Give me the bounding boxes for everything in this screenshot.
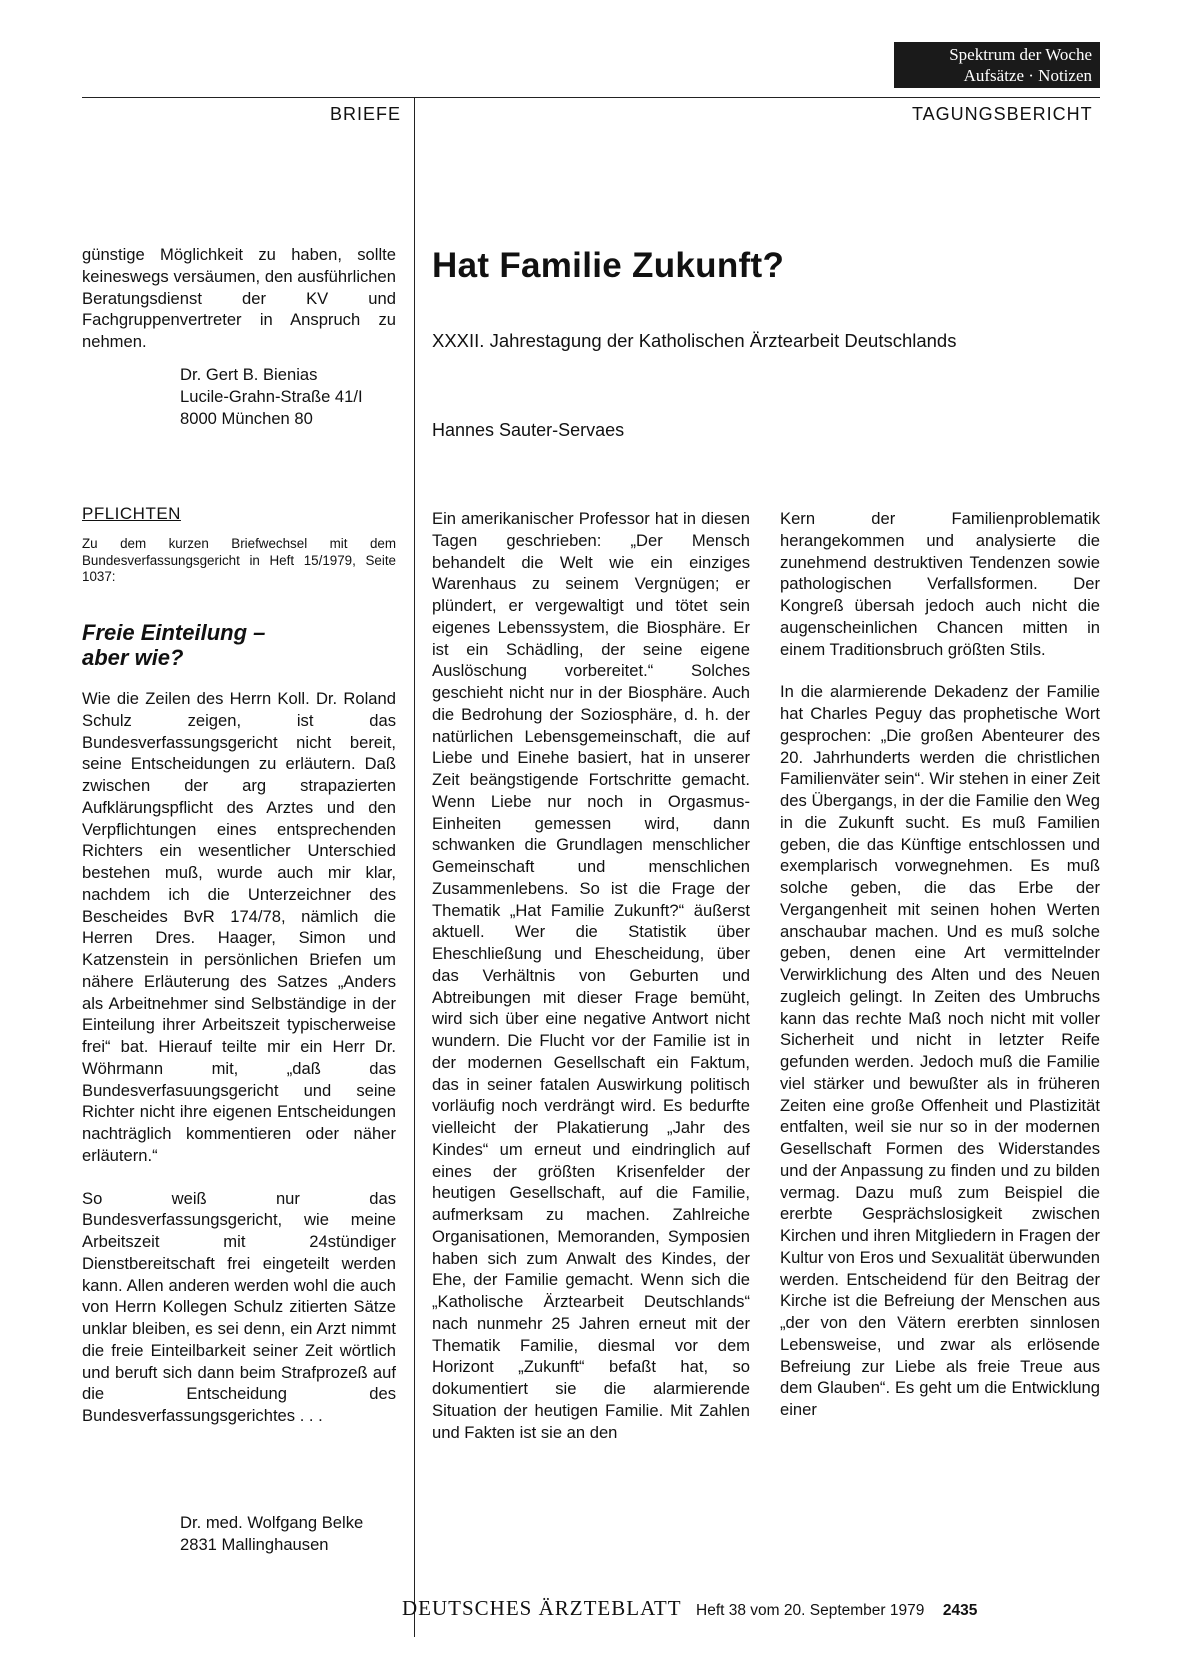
letter-1-text: günstige Möglichkeit zu haben, sollte keineswegs versäumen, den ausführlichen Beratungsdienst der KV und Fachgruppenvertreter in Anspruch zu nehmen.	[82, 245, 396, 351]
signature-line: 8000 München 80	[180, 408, 313, 428]
paragraph: Kern der Familienproblematik herangekommen und analysierte die zunehmend destruktiven Tendenzen sowie pathologischen Verfallsformen. Der Kongreß übersah jedoch auch nicht die augenscheinlichen Chancen mitten in einem Traditionsbruch größten Stils.	[780, 509, 1100, 659]
letter-1-signature	[180, 364, 400, 429]
header-line-2: Aufsätze · Notizen	[963, 66, 1092, 85]
pflichten-intro: Zu dem kurzen Briefwechsel mit dem Bundesverfassungsgericht in Heft 15/1979, Seite 1037:	[82, 536, 396, 584]
paragraph: Wie die Zeilen des Herrn Koll. Dr. Roland Schulz zeigen, ist das Bundesverfassungsgericht nicht bereit, seine Entscheidungen zu erläutern. Daß zwischen der arg strapazierten Aufklärungspflicht des Arztes und den Verpflichtungen eines entsprechenden Richters ein wesentlicher Unterschied bestehen muß, wurde auch mir klar, nachdem ich die Unterzeichner des Bescheides BvR 174/78, nämlich die Herren Dres. Haager, Simon und Katzenstein in persönlichen Briefen um nähere Erläuterung des Satzes „Anders als Arbeitnehmer sind Selbständige in der Einteilung ihrer Arbeitszeit typischerweise frei“ bat. Hierauf teilte mir ein Herr Dr. Wöhrmann mit, „daß das Bundesverfasuungsgericht und seine Richter nicht ihre eigenen Entscheidungen nachträglich kommentieren oder näher erläutern.“	[82, 689, 396, 1165]
signature-line: Dr. med. Wolfgang Belke	[180, 1513, 364, 1532]
column-divider	[414, 97, 415, 1637]
page-footer	[402, 1596, 1102, 1621]
article-title: Hat Familie Zukunft?	[432, 246, 785, 285]
article-subtitle: XXXII. Jahrestagung der Katholischen Ärztearbeit Deutschlands	[432, 330, 957, 351]
section-label-briefe: BRIEFE	[330, 104, 402, 124]
signature-line: Dr. Gert B. Bienias	[180, 365, 318, 384]
letter-title-line-2: aber wie?	[82, 645, 184, 670]
top-rule	[82, 97, 1100, 98]
paragraph: Ein amerikanischer Professor hat in diesen Tagen geschrieben: „Der Mensch behandelt die Welt wie ein einziges Warenhaus zu seinem Vergnügen; er plündert, er vergewaltigt und tötet sein eigenes Lebenssystem, die Biosphäre. Er ist ein Schädling, der seine eigene Auslöschung vorbereitet.“ Solches geschieht nicht nur in der Biosphäre. Auch die Bedrohung der Soziosphäre, d. h. der natürlichen Lebensgemeinschaft, die auf Liebe und Einehe basiert, hat in unserer Zeit beängstigende Fortschritte gemacht. Wenn Liebe nur noch in Orgasmus-Einheiten gemessen wird, dann schwanken die Grundlagen menschlicher Gemeinschaft und menschlichen Zusammenlebens. So ist die Frage der Thematik „Hat Familie Zukunft?“ äußerst aktuell. Wer die Statistik über Eheschließung und Ehescheidung, über das Verhältnis von Geburten und Abtreibungen mit dieser Frage bemüht, wird sich über eine negative Antwort nicht wundern. Die Flucht vor der Familie ist in der modernen Gesellschaft ein Faktum, das in seiner fatalen Auswirkung politisch vorläufig noch verdrängt wird. Es bedurfte vielleicht der Plakatierung „Jahr des Kindes“ um erneut und eindringlich auf eines der größten Krisenfelder der heutigen Gesellschaft, auf die Familie, aufmerksam zu machen. Zahlreiche Organisationen, Memoranden, Symposien haben sich zum Anwalt des Kindes, der Ehe, der Familie gemacht. Wenn sich die „Katholische Ärztearbeit Deutschlands“ nach nunmehr 25 Jahren erneut mit der Thematik Familie, diesmal vor dem Horizont „Zukunft“ befaßt hat, so dokumentiert sie die alarmierende Situation der heutigen Familie. Mit Zahlen und Fakten ist sie an den	[432, 509, 750, 1442]
section-label-tagungsbericht: TAGUNGSBERICHT	[912, 104, 1093, 124]
article-author: Hannes Sauter-Servaes	[432, 420, 625, 440]
paragraph: So weiß nur das Bundesverfassungsgericht, wie meine Arbeitszeit mit 24stündiger Dienstbereitschaft frei eingeteilt werden kann. Allen anderen werden wohl die auch von Herrn Kollegen Schulz zitierten Sätze unklar bleiben, es sei denn, ein Arzt nimmt die freie Einteilbarkeit seiner Zeit wörtlich und beruft sich dann beim Strafprozeß auf die Entscheidung des Bundesverfassungsgerichtes . . .	[82, 1188, 396, 1425]
header-line-1: Spektrum der Woche	[949, 45, 1092, 64]
letter-title	[82, 620, 396, 670]
article-column-2	[780, 508, 1100, 1442]
letter-title-line-1: Freie Einteilung –	[82, 620, 266, 645]
paragraph: In die alarmierende Dekadenz der Familie hat Charles Peguy das prophetische Wort gesprochen: „Die großen Abenteurer des 20. Jahrhunderts werden die christlichen Familienväter sein“. Wir stehen in einer Zeit des Übergangs, in der die Familie den Weg in die Zukunft sucht. Es muß Familien geben, die das Künftige entschlossen und exemplarisch vorwegnehmen. Es muß solche geben, die das Erbe der Vergangenheit mit seinen hohen Werten anschaubar machen. Und es muß solche geben, denen eine Art vermittelnder Verwirklichung des Alten und des Neuen zugleich gelingt. In Zeiten des Umbruchs kann das rechte Maß noch nicht mit voller Sicherheit und nicht in letzter Reife gefunden werden. Jedoch muß die Familie viel stärker und bewußter als in früheren Zeiten eine große Offenheit und Plastizität entfalten, weil sie nur so in der modernen Gesellschaft Formen des Widerstandes und der Anpassung zu finden und zu bilden vermag. Dazu muß zum Beispiel die ererbte Gesprächslosigkeit zwischen Kirchen und ihren Mitgliedern in Fragen der Kultur von Eros und Sexualität überwunden werden. Entscheidend für den Beitrag der Kirche ist die Befreiung der Menschen aus „der von den Vätern ererbten sinnlosen Lebensweise, und zwar als erlösende Befreiung zur Liebe als freie Treue aus dem Glauben“. Es geht um die Entwicklung einer	[780, 682, 1101, 1419]
letter-2-body	[82, 688, 396, 1448]
article-column-1	[432, 508, 750, 1464]
section-label-pflichten: PFLICHTEN	[82, 504, 181, 523]
footer-issue: Heft 38 vom 20. September 1979	[696, 1602, 925, 1619]
footer-page-number: 2435	[942, 1602, 978, 1619]
signature-line: Lucile-Grahn-Straße 41/I	[180, 386, 363, 406]
signature-line: 2831 Mallinghausen	[180, 1534, 329, 1554]
section-header-box	[894, 42, 1100, 88]
footer-magazine: DEUTSCHES ÄRZTEBLATT	[402, 1596, 682, 1620]
letter-2-signature	[180, 1512, 400, 1556]
